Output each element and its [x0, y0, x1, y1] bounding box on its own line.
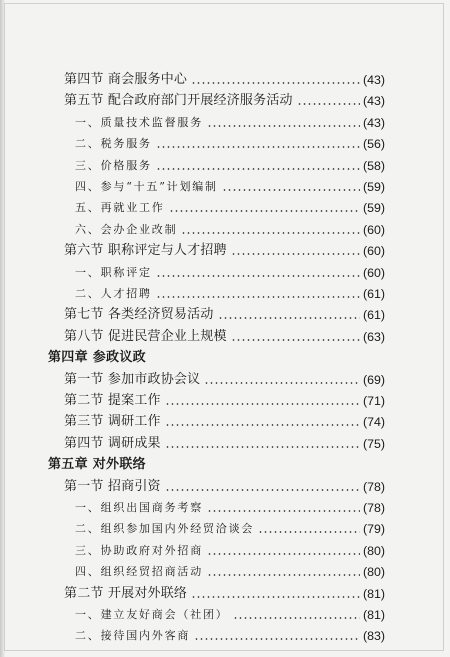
dot-leader [233, 617, 360, 619]
toc-entry-label: 第六节 职称评定与人才招聘 [64, 243, 227, 259]
toc-page-number: (43) [362, 94, 385, 109]
dot-leader [194, 638, 360, 640]
toc-item-row [75, 287, 385, 301]
toc-entry-label: 四、参与“十五”计划编制 [75, 180, 218, 193]
toc-page-number: (81) [362, 586, 385, 601]
toc-entry-label: 第一节 参加市政协会议 [64, 371, 201, 387]
dot-leader [258, 531, 360, 533]
toc-section-row [64, 94, 385, 108]
dot-leader [207, 553, 360, 555]
toc-entry-label: 一、质量技术监督服务 [75, 115, 203, 129]
toc-entry-label: 三、价格服务 [75, 158, 152, 172]
toc-section-row [64, 415, 385, 429]
toc-page-number: (60) [362, 244, 385, 259]
dot-leader [165, 424, 360, 426]
toc-page-number: (61) [362, 308, 385, 323]
dot-leader [191, 82, 360, 84]
toc-page-number: (61) [362, 287, 385, 301]
toc-section-row [64, 244, 385, 258]
dot-leader [181, 232, 360, 234]
toc-item-row [75, 565, 385, 579]
toc-item-row [75, 608, 385, 622]
dot-leader [218, 317, 360, 319]
dot-leader [207, 574, 360, 576]
toc-item-row [75, 223, 385, 237]
toc-entry-label: 第一节 招商引资 [64, 478, 161, 494]
toc-entry-label: 一、职称评定 [75, 265, 152, 279]
toc-entry-label: 三、协助政府对外招商 [75, 543, 203, 557]
dot-leader [207, 125, 360, 127]
toc-entry-label: 第四节 调研成果 [64, 435, 161, 451]
toc-page-number: (58) [362, 158, 385, 173]
dot-leader [191, 596, 360, 598]
dot-leader [156, 275, 360, 277]
toc-page-number: (80) [362, 543, 385, 558]
toc-section-row [64, 330, 385, 344]
toc-section-row [64, 437, 385, 451]
toc-page-number: (59) [362, 201, 385, 216]
toc-page-number: (69) [362, 372, 385, 387]
toc-item-row [75, 180, 385, 194]
toc-entry-label: 第三节 调研工作 [64, 414, 161, 430]
dot-leader [169, 210, 360, 212]
toc-entry-label: 二、人才招聘 [75, 287, 152, 300]
toc-page-number: (78) [362, 501, 385, 515]
toc-section-row [64, 73, 385, 87]
toc-item-row [75, 501, 385, 515]
dot-leader [165, 446, 360, 448]
toc-page-number: (83) [362, 629, 385, 644]
toc-chapter-row [48, 458, 385, 472]
toc-page-number: (60) [362, 265, 385, 280]
dot-leader [231, 339, 360, 341]
toc-item-row [75, 522, 385, 536]
toc-section-row [64, 373, 385, 387]
toc-page-number: (43) [362, 73, 385, 87]
dot-leader [207, 510, 360, 512]
dot-leader [165, 489, 360, 491]
toc-page-number: (59) [362, 180, 385, 194]
toc-item-row [75, 137, 385, 151]
toc-page-number: (80) [362, 565, 385, 580]
dot-leader [297, 103, 360, 105]
dot-leader [156, 168, 360, 170]
dot-leader [165, 403, 360, 405]
toc-entry-label: 第七节 各类经济贸易活动 [64, 307, 214, 323]
toc-entry-label: 一、组织出国商务考察 [75, 501, 203, 514]
toc-item-row [75, 629, 385, 643]
toc-section-row [64, 587, 385, 601]
toc-entry-label: 第五节 配合政府部门开展经济服务活动 [64, 93, 293, 109]
toc-entry-label: 第四节 商会服务中心 [64, 72, 188, 87]
toc-entry-label: 五、再就业工作 [75, 201, 165, 215]
toc-item-row [75, 116, 385, 130]
toc-section-row [64, 394, 385, 408]
toc-entry-label: 第二节 提案工作 [64, 393, 161, 408]
toc-item-row [75, 201, 385, 215]
toc-entry-label: 二、接待国内外客商 [75, 629, 191, 643]
toc-page-number: (81) [362, 608, 385, 622]
toc-page-number: (63) [362, 329, 385, 344]
toc-entry-label: 二、税务服务 [75, 137, 152, 151]
dot-leader [231, 253, 360, 255]
dot-leader [156, 146, 360, 148]
toc-page-number: (75) [362, 436, 385, 451]
toc-entry-label: 第八节 促进民营企业上规模 [64, 328, 227, 344]
dot-leader [156, 296, 360, 298]
toc-entry-label: 四、组织经贸招商活动 [75, 565, 203, 579]
toc-entry-label: 六、会办企业改制 [75, 222, 178, 236]
dot-leader [222, 189, 360, 191]
toc-chapter-row [48, 351, 385, 365]
toc-page-number: (71) [362, 394, 385, 408]
toc-page-number: (56) [362, 137, 385, 152]
toc-page-number: (78) [362, 479, 385, 494]
toc-item-row [75, 266, 385, 280]
toc-entry-label: 第二节 开展对外联络 [64, 585, 188, 601]
dot-leader [204, 382, 360, 384]
toc-page-number: (43) [362, 115, 385, 130]
toc-page-number: (79) [362, 522, 385, 537]
toc-section-row [64, 308, 385, 322]
toc-entry-label: 二、组织参加国内外经贸洽谈会 [75, 522, 255, 536]
toc-item-row [75, 159, 385, 173]
toc-entry-label: 第四章 参政议政 [48, 350, 146, 366]
toc-section-row [64, 480, 385, 494]
toc-entry-label: 一、建立友好商会（社团） [75, 608, 229, 621]
toc-page-number: (74) [362, 415, 385, 430]
toc-page-number: (60) [362, 222, 385, 237]
toc-entry-label: 第五章 对外联络 [48, 457, 146, 473]
toc-item-row [75, 544, 385, 558]
